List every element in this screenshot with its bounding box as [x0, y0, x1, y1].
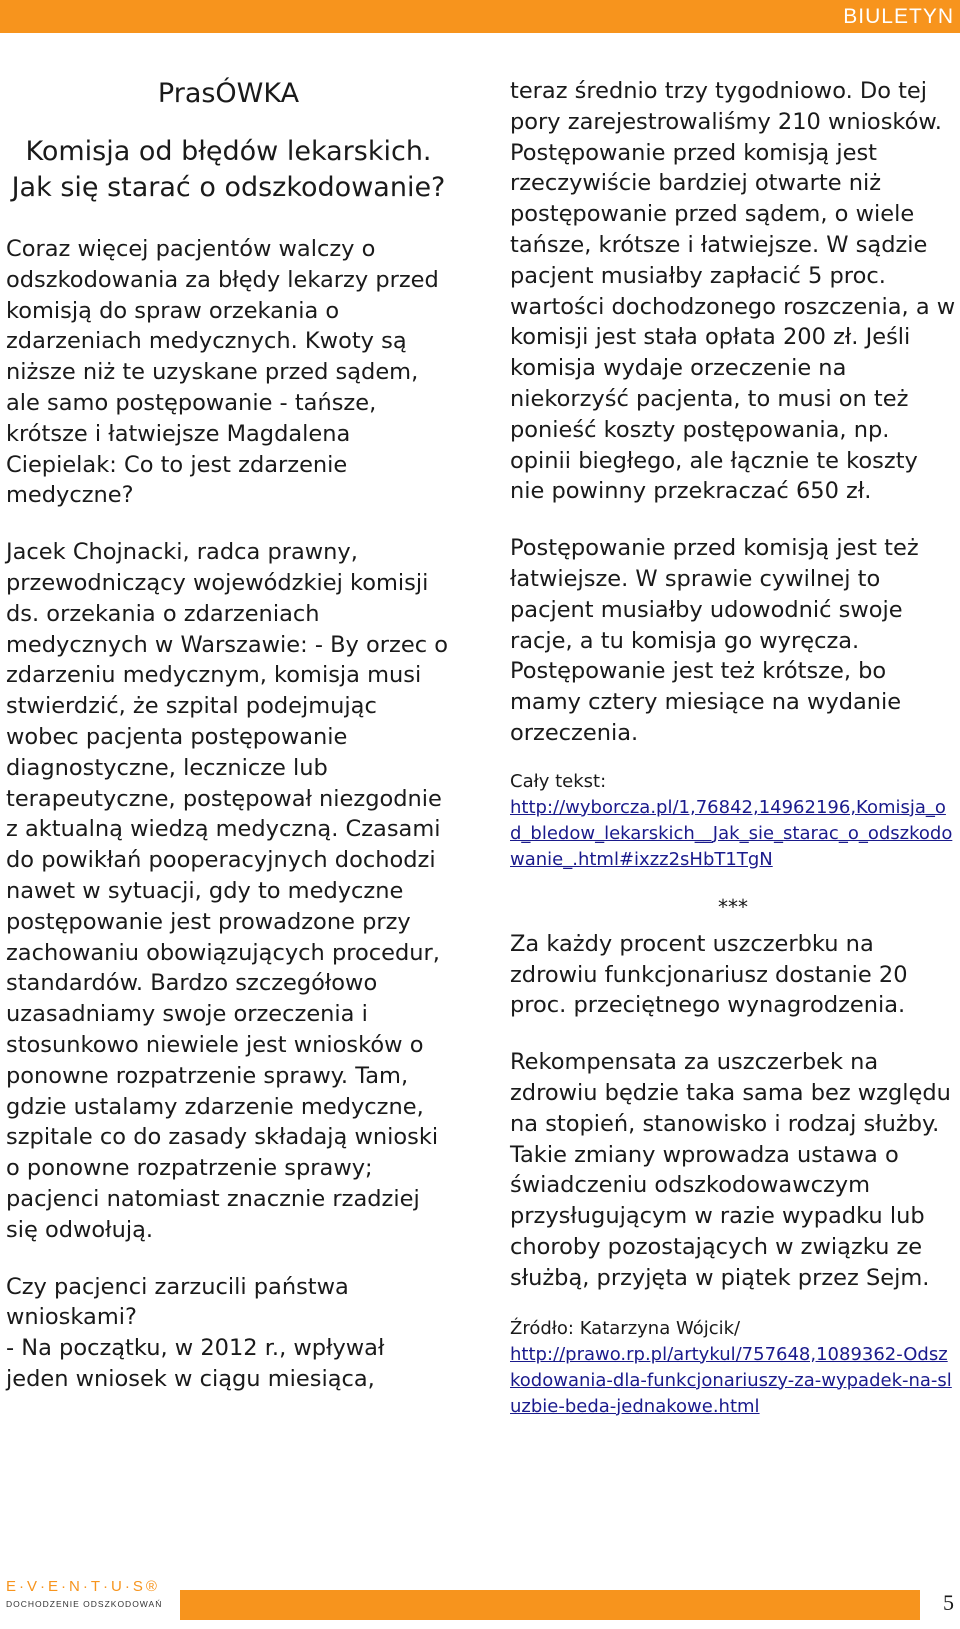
- article-paragraph: Coraz więcej pacjentów walczy o odszkodowania za błędy lekarzy przed komisją do spraw orzekania o zdarzeniach medycznych. Kwoty są niższe niż te uzyskane przed sądem, ale samo postępowanie - tańsze, krótsze i łatwiejsze Magdalena Ciepielak: Co to jest zdarzenie medyczne?: [6, 236, 439, 509]
- article-paragraph: Jacek Chojnacki, radca prawny, przewodniczący wojewódzkiej komisji ds. orzekania o zdarzeniach medycznych w Warszawie: - By orzec o zdarzeniu medycznym, komisja musi stwierdzić, że szpital podejmując wobec pacjenta postępowanie diagnostyczne, lecznicze lub terapeutyczne, postępował niezgodnie z aktualną wiedzą medyczną. Czasami do powikłań pooperacyjnych dochodzi nawet w sytuacji, gdy to medyczne postępowanie jest prowadzone przy zachowaniu obowiązujących procedur, standardów. Bardzo szczegółowo uzasadniamy swoje orzeczenia i stosunkowo niewiele jest wniosków o ponowne rozpatrzenie sprawy. Tam, gdzie ustalamy zdarzenie medyczne, szpitale co do zasady składają wnioski o ponowne rozpatrzenie sprawy; pacjenci natomiast znacznie rzadziej się odwołują.: [6, 539, 448, 1243]
- article-question: Czy pacjenci zarzucili państwa wnioskami?: [6, 1273, 349, 1331]
- right-column: [510, 76, 956, 1420]
- left-column: [6, 70, 451, 1395]
- source-link[interactable]: http://wyborcza.pl/1,76842,14962196,Komisja_od_bledow_lekarskich__Jak_sie_starac_o_odszkodowanie_.html#ixzz2sHbT1TgN: [510, 796, 953, 870]
- article-title: Komisja od błędów lekarskich. Jak się starać o odszkodowanie?: [11, 136, 446, 203]
- page-number: 5: [943, 1590, 954, 1615]
- article2-paragraph: Za każdy procent uszczerbku na zdrowiu funkcjonariusz dostanie 20 proc. przeciętnego wynagrodzenia.: [510, 930, 908, 1019]
- header-bar: [0, 0, 960, 33]
- header-label: BIULETYN: [843, 5, 954, 28]
- article2-source-label: Źródło: Katarzyna Wójcik/: [510, 1317, 741, 1339]
- logo-subtitle: DOCHODZENIE ODSZKODOWAŃ: [6, 1599, 163, 1609]
- article-paragraph: teraz średnio trzy tygodniowo. Do tej pory zarejestrowaliśmy 210 wniosków. Postępowanie przed komisją jest rzeczywiście bardziej otwarte niż postępowanie przed sądem, o wiele tańsze, krótsze i łatwiejsze. W sądzie pacjent musiałby zapłacić 5 proc. wartości dochodzonego roszczenia, a w komisji jest stała opłata 200 zł. Jeśli komisja wydaje orzeczenie na niekorzyść pacjenta, to musi on też ponieść koszty postępowania, np. opinii biegłego, ale łącznie te koszty nie powinny przekraczać 650 zł.: [510, 78, 956, 505]
- source-label: Cały tekst:: [510, 770, 607, 792]
- footer-bar: [180, 1590, 920, 1620]
- article2-paragraph: Rekompensata za uszczerbek na zdrowiu będzie taka sama bez względu na stopień, stanowisko i rodzaj służby. Takie zmiany wprowadza ustawa o świadczeniu odszkodowawczym przysługującym w razie wypadku lub choroby pozostających w związku ze służbą, przyjęta w piątek przez Sejm.: [510, 1049, 951, 1291]
- article2-source-link[interactable]: http://prawo.rp.pl/artykul/757648,1089362-Odszkodowania-dla-funkcjonariuszy-za-wypadek-na-sluzbie-beda-jednakowe.html: [510, 1343, 952, 1417]
- eventus-logo: [6, 1578, 186, 1622]
- logo-wordmark: E·V·E·N·T·U·S®: [6, 1578, 160, 1595]
- separator: ***: [718, 894, 748, 919]
- section-label: PrasÓWKA: [157, 78, 300, 109]
- article-paragraph: - Na początku, w 2012 r., wpływał jeden wniosek w ciągu miesiąca,: [6, 1335, 385, 1392]
- article-paragraph: Postępowanie przed komisją jest też łatwiejsze. W sprawie cywilnej to pacjent musiałby udowodnić swoje racje, a tu komisja go wyręcza. Postępowanie jest też krótsze, bo mamy cztery miesiące na wydanie orzeczenia.: [510, 535, 919, 746]
